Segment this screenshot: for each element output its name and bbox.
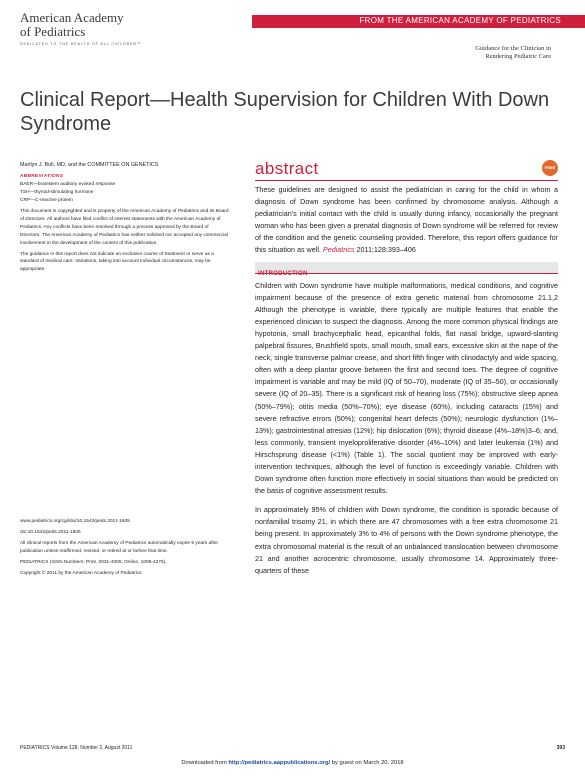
aap-logo[interactable] bbox=[20, 11, 220, 46]
guidance-note: The guidance in this report does not indicate an exclusive course of treatment or serve as a standard of medical care. Variations, taking into account individual circumstances, may be appropriate. bbox=[20, 251, 214, 273]
logo-tagline: DEDICATED TO THE HEALTH OF ALL CHILDREN™ bbox=[20, 42, 142, 46]
logo-line-1: American Academy bbox=[20, 10, 124, 25]
article-metadata bbox=[20, 518, 230, 580]
download-suffix: by guest on March 20, 2018 bbox=[330, 760, 404, 766]
article-url[interactable]: www.pediatrics.org/cgi/doi/10.1542/peds.2011-1605 bbox=[20, 519, 130, 524]
abstract-body: These guidelines are designed to assist the pediatrician in caring for the child in whom a diagnosis of Down syndrome has been confirmed by chromosome analysis. Although a pediatrician's initial contact with the child is usually during infancy, occasionally the pregnant woman who has been given a prenatal diagnosis of Down syndrome will be referred for review of the condition and the genetic counseling provided. Therefore, this report offers guidance for this situation as well. bbox=[255, 185, 558, 255]
download-prefix: Downloaded from bbox=[181, 760, 229, 766]
abbreviations-heading: ABBREVIATIONS bbox=[20, 173, 64, 179]
abbreviation-item: TSH—thyroid-stimulating hormone bbox=[20, 190, 94, 195]
issn-line: PEDIATRICS (ISSN Numbers: Print, 0031-4005; Online, 1098-4275). bbox=[20, 559, 167, 565]
intro-paragraph-2: In approximately 95% of children with Down syndrome, the condition is sporadic because of nonfamilial trisomy 21, in which there are 47 chromosomes with a free extra chromosome 21 being present. In approximately 3% to 4% of persons with the Down syndrome phenotype, the extra chromosomal material is the result of an unbalanced translocation between chromosome 21 and another acrocentric chromosome, usually chromosome 14. Approximately three-quarters of these bbox=[255, 505, 558, 575]
guidance-line-1: Guidance for the Clinician in bbox=[475, 45, 551, 52]
abstract-heading: abstract bbox=[255, 159, 319, 178]
copyright-note: This document is copyrighted and is property of the American Academy of Pediatrics and its Board of Directors. All authors have filed conflict of interest statements with the American Academy of Pediatrics. Any conflicts have been resolved through a process approved by the Board of Directors. The American Academy of Pediatrics has neither solicited nor accepted any commercial involvement in the development of the content of this publication. bbox=[20, 209, 229, 246]
copyright-line: Copyright © 2011 by the American Academy of Pediatrics bbox=[20, 570, 142, 576]
abstract-header bbox=[255, 159, 558, 181]
banner-label: FROM THE AMERICAN ACADEMY OF PEDIATRICS bbox=[359, 16, 561, 25]
abbreviation-item: CRP—C-reactive protein bbox=[20, 198, 73, 203]
introduction-heading: INTRODUCTION bbox=[258, 270, 308, 277]
section-banner bbox=[252, 15, 585, 28]
expiration-note: All clinical reports from the American Academy of Pediatrics automatically expire 5 years after publication unless reaffirmed, revised, or retired at or before that time. bbox=[20, 540, 219, 554]
citation-journal: Pediatrics bbox=[322, 245, 355, 255]
guidance-line-2: Rendering Pediatric Care bbox=[485, 53, 551, 60]
main-column bbox=[255, 159, 558, 577]
citation-details: 2011;128:393–406 bbox=[354, 245, 416, 255]
article-title: Clinical Report—Health Supervision for Children With Down Syndrome bbox=[20, 89, 550, 135]
introduction-heading-bar bbox=[255, 262, 558, 277]
intro-paragraph-1: Children with Down syndrome have multiple malformations, medical conditions, and cognitive impairment because of the presence of extra genetic material from chromosome 21.1,2 Although the phenotype is variable, there typically are multiple features that enable the experienced clinician to suspect the diagnosis. Among the more common physical findings are hypotonia, small brachycephalic head, epicanthal folds, flat nasal bridge, upward-slanting palpebral fissures, Brushfield spots, small mouth, small ears, excessive skin at the nape of the neck, single transverse palmar crease, and short fifth finger with clinodactyly and wide spacing, often with a deep plantar groove between the first and second toes. The degree of cognitive impairment is variable and may be mild (IQ of 50–70), moderate (IQ of 35–50), or occasionally severe (IQ of 20–35). There is a significant risk of hearing loss (75%); obstructive sleep apnea (50%–79%); otitis media (50%–70%); eye disease (60%), including cataracts (15%) and severe refractive errors (50%); congenital heart defects (50%); neurologic dysfunction (1%–13%); gastrointestinal atresias (12%); hip dislocation (6%); thyroid disease (4%–18%)3–6; and, less commonly, transient myeloproliferative disorder (4%–10%) and later leukemia (1%) and Hirschsprung disease (<1%) (Table 1). The social quotient may be improved with early-intervention techniques, although the level of function is exceedingly variable. Children with Down syndrome often function more effectively in social situations than would be predicted on the basis of cognitive assessment results. bbox=[255, 280, 558, 496]
download-notice bbox=[0, 760, 585, 766]
masthead bbox=[0, 0, 585, 70]
journal-issue: PEDIATRICS Volume 128, Number 2, August 2011 bbox=[20, 745, 133, 751]
left-sidebar bbox=[20, 161, 230, 274]
download-link[interactable]: http://pediatrics.aappublications.org/ bbox=[228, 760, 331, 766]
guidance-label bbox=[475, 45, 551, 61]
free-badge: FREE bbox=[542, 160, 558, 176]
page-footer bbox=[20, 745, 565, 755]
abstract-text bbox=[255, 184, 558, 257]
page-number: 393 bbox=[556, 745, 565, 751]
article-doi[interactable]: doi:10.1542/peds.2011-1605 bbox=[20, 529, 81, 535]
logo-line-2: of Pediatrics bbox=[20, 24, 86, 39]
abbreviation-item: BAER—brainstem auditory evoked response bbox=[20, 182, 116, 187]
author-line: Marilyn J. Bull, MD, and the COMMITTEE ON GENETICS bbox=[20, 162, 159, 168]
